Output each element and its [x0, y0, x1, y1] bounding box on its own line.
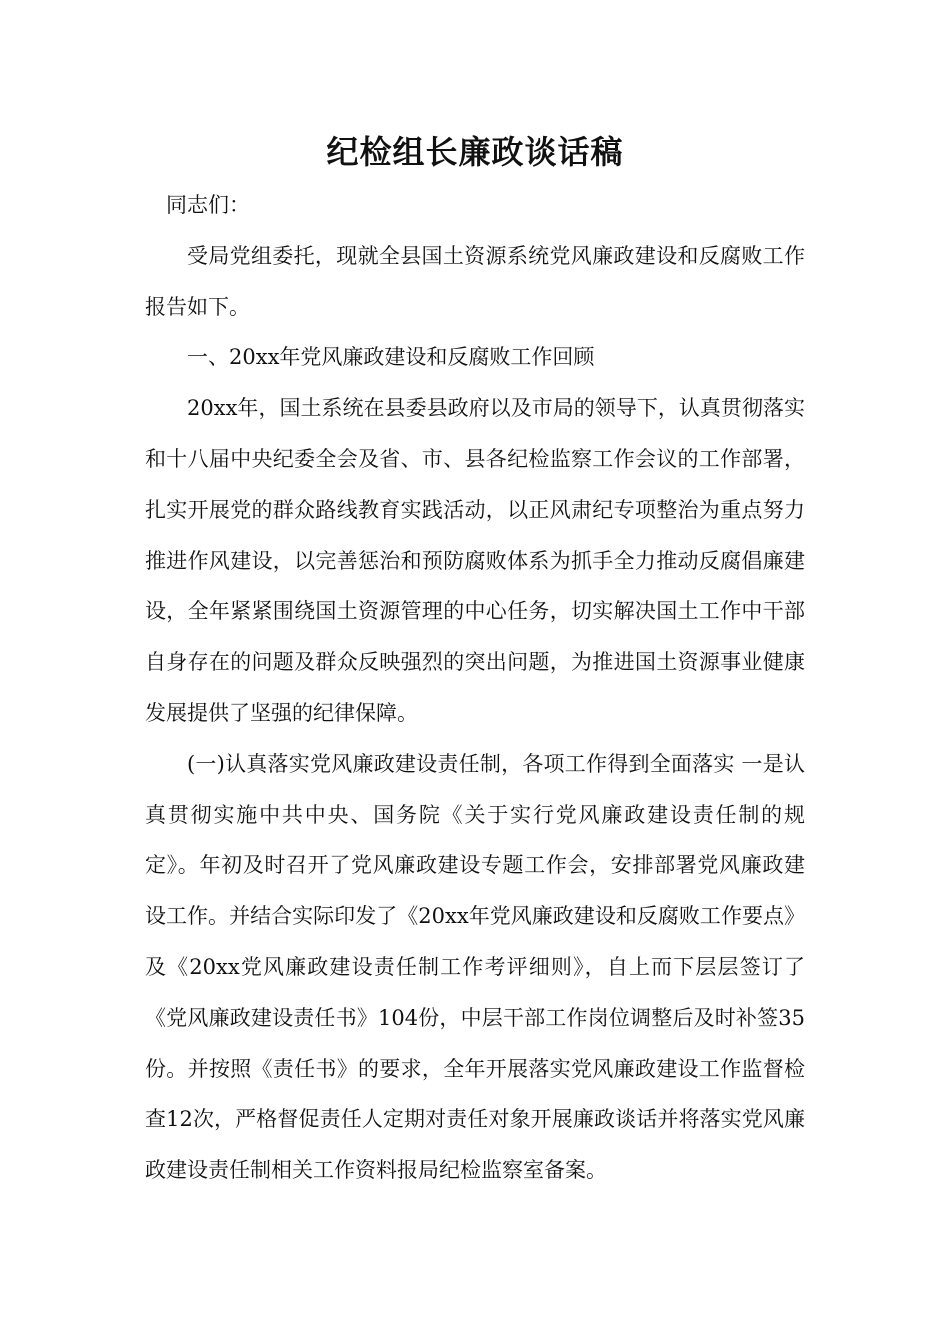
document-title: 纪检组长廉政谈话稿	[326, 133, 624, 171]
salutation: 同志们：	[166, 193, 250, 217]
paragraph-review: 20xx年，国土系统在县委县政府以及市局的领导下，认真贯彻落实和十八届中央纪委全会及省、市、县各纪检监察工作会议的工作部署，扎实开展党的群众路线教育实践活动，以正风肃纪专项整治为重点努力推进作风建设，以完善惩治和预防腐败体系为抓手全力推动反腐倡廉建设，全年紧紧围绕国土资源管理的中心任务，切实解决国土工作中干部自身存在的问题及群众反映强烈的突出问题，为推进国土资源事业健康发展提供了坚强的纪律保障。	[145, 396, 805, 725]
paragraph-intro: 受局党组委托，现就全县国土资源系统党风廉政建设和反腐败工作报告如下。	[145, 243, 805, 319]
document-body	[145, 180, 805, 1196]
paragraph-responsibility: (一)认真落实党风廉政建设责任制，各项工作得到全面落实 一是认真贯彻实施中共中央、国务院《关于实行党风廉政建设责任制的规定》。年初及时召开了党风廉政建设专题工作会，安排部署党风廉政建设工作。并结合实际印发了《20xx年党风廉政建设和反腐败工作要点》及《20xx党风廉政建设责任制工作考评细则》，自上而下层层签订了《党风廉政建设责任书》104份，中层干部工作岗位调整后及时补签35份。并按照《责任书》的要求，全年开展落实党风廉政建设工作监督检查12次，严格督促责任人定期对责任对象开展廉政谈话并将落实党风廉政建设责任制相关工作资料报局纪检监察室备案。	[145, 751, 805, 1183]
section-heading-1: 一、20xx年党风廉政建设和反腐败工作回顾	[187, 345, 595, 370]
